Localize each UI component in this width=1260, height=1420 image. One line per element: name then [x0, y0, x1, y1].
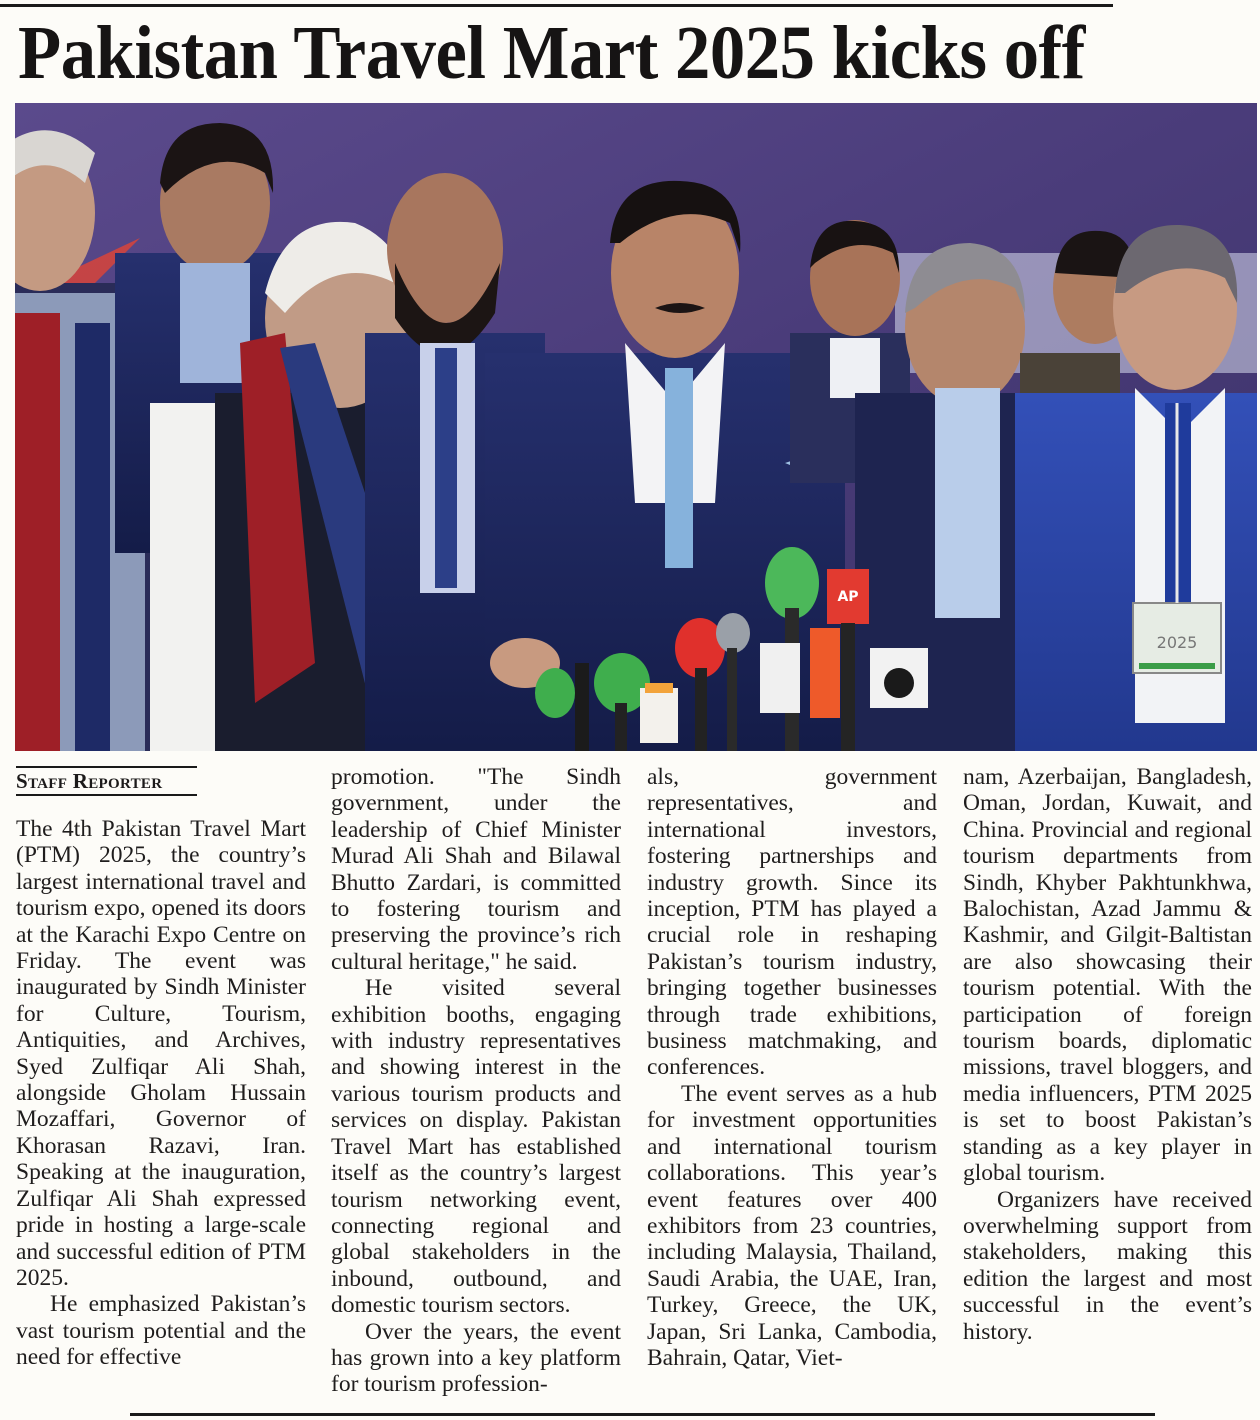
headline: Pakistan Travel Mart 2025 kicks off — [18, 11, 1085, 95]
article-column-3 — [647, 764, 937, 1371]
paragraph: He visited several exhibition booths, engaging with industry representatives and showing interest in the various tourism products and services on display. Pakistan Travel Mart has established itself as the country’s largest tourism networking event, connecting regional and global stakeholders in the inbound, outbound, and domestic tourism sectors. — [331, 975, 621, 1319]
photo-illustration — [15, 103, 1257, 751]
badge-text: 2025 — [1156, 633, 1198, 652]
mic-label: AP — [837, 589, 859, 605]
paragraph: The event serves as a hub for investment opportunities and international tourism collaborations. This year’s event features over 400 exhibitors from 23 countries, including Malaysia, Thailand, Saudi Arabia, the UAE, Iran, Turkey, Greece, the UK, Japan, Sri Lanka, Cambodia, Bahrain, Qatar, Viet- — [647, 1080, 937, 1371]
article-column-2 — [331, 764, 621, 1398]
byline: Staff Reporter — [16, 766, 197, 796]
news-photo — [15, 103, 1257, 751]
paragraph: promotion. "The Sindh government, under the leadership of Chief Minister Murad Ali Shah and Bilawal Bhutto Zardari, is committed to fostering tourism and preserving the province’s rich cultural heritage," he said. — [331, 764, 621, 975]
paragraph: Organizers have received overwhelming support from stakeholders, making this edition the largest and most successful in the event’s history. — [963, 1186, 1252, 1345]
paragraph: nam, Azerbaijan, Bangladesh, Oman, Jordan, Kuwait, and China. Provincial and regional tourism departments from Sindh, Khyber Pakhtunkhwa, Balochistan, Azad Jammu & Kashmir, and Gilgit-Baltistan are also showcasing their tourism potential. With the participation of foreign tourism boards, diplomatic missions, travel bloggers, and media influencers, PTM 2025 is set to boost Pakistan’s standing as a key player in global tourism. — [963, 764, 1252, 1187]
bottom-rule — [130, 1413, 1155, 1416]
article-column-4 — [963, 764, 1252, 1345]
article-column-1 — [16, 816, 306, 1371]
top-rule — [0, 4, 1113, 7]
paragraph: He emphasized Pakistan’s vast tourism potential and the need for effective — [16, 1291, 306, 1371]
paragraph: als, government representatives, and international investors, fostering partnerships and industry growth. Since its inception, PTM has played a crucial role in reshaping Pakistan’s tourism industry, bringing together businesses through trade exhibitions, business matchmaking, and conferences. — [647, 764, 937, 1081]
paragraph: The 4th Pakistan Travel Mart (PTM) 2025, the country’s largest international travel and tourism expo, opened its doors at the Karachi Expo Centre on Friday. The event was inaugurated by Sindh Minister for Culture, Tourism, Antiquities, and Archives, Syed Zulfiqar Ali Shah, alongside Gholam Hussain Mozaffari, Governor of Khorasan Razavi, Iran. Speaking at the inauguration, Zulfiqar Ali Shah expressed pride in hosting a large-scale and successful edition of PTM 2025. — [16, 816, 306, 1291]
paragraph: Over the years, the event has grown into a key platform for tourism profession- — [331, 1318, 621, 1398]
